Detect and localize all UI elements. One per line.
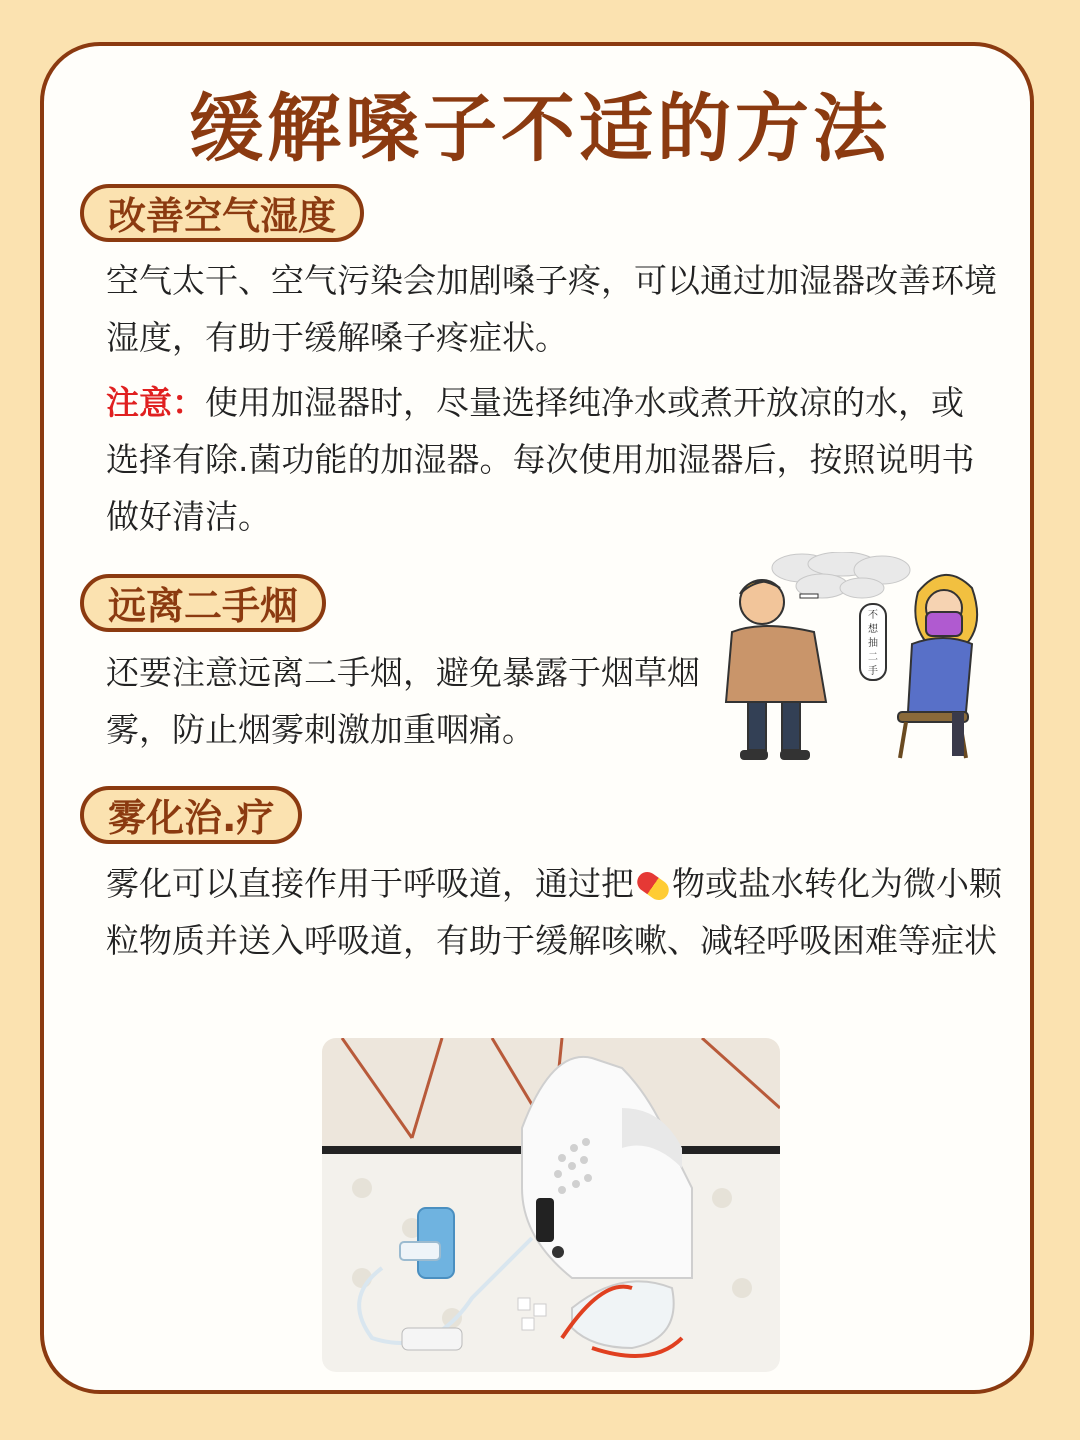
section-note-humidity: [106, 374, 976, 545]
nebulization-text-part1: 雾化可以直接作用于呼吸道，通过把: [106, 864, 634, 903]
smoke-cloud: [772, 552, 910, 598]
pill-icon: [633, 868, 672, 904]
svg-text:抽: 抽: [868, 638, 878, 649]
nebulization-text-part2: 物或盐水转化为微小颗粒物质并送入呼吸道，有助于缓解咳嗽、减轻呼吸困难等症状: [106, 864, 1002, 960]
section-heading-humidity: 改善空气湿度: [80, 184, 364, 242]
caption-bubble: [860, 604, 886, 680]
section-heading-secondhand-smoke: 远离二手烟: [80, 574, 326, 632]
section-heading-nebulization: 雾化治.疗: [80, 786, 302, 844]
nebulizer-photo: [322, 1038, 780, 1372]
note-text: 使用加湿器时，尽量选择纯净水或煮开放凉的水，或选择有除.菌功能的加湿器。每次使用加湿器后，按照说明书做好清洁。: [106, 383, 975, 536]
svg-text:手: 手: [868, 666, 878, 677]
note-label: 注意：: [106, 383, 205, 422]
smoking-man: [726, 580, 826, 760]
section-text-humidity: 空气太干、空气污染会加剧嗓子疼，可以通过加湿器改善环境湿度，有助于缓解嗓子疼症状。: [106, 261, 997, 357]
section-text-secondhand-smoke: 还要注意远离二手烟，避免暴露于烟草烟雾，防止烟雾刺激加重咽痛。: [106, 653, 700, 749]
section-text-nebulization: [106, 855, 1006, 969]
smoking-illustration: [722, 552, 986, 766]
svg-text:不: 不: [868, 610, 878, 621]
page-title: 缓解嗓子不适的方法: [189, 86, 891, 172]
svg-text:想: 想: [868, 624, 878, 635]
svg-text:二: 二: [868, 652, 878, 663]
coughing-woman: [898, 575, 977, 758]
